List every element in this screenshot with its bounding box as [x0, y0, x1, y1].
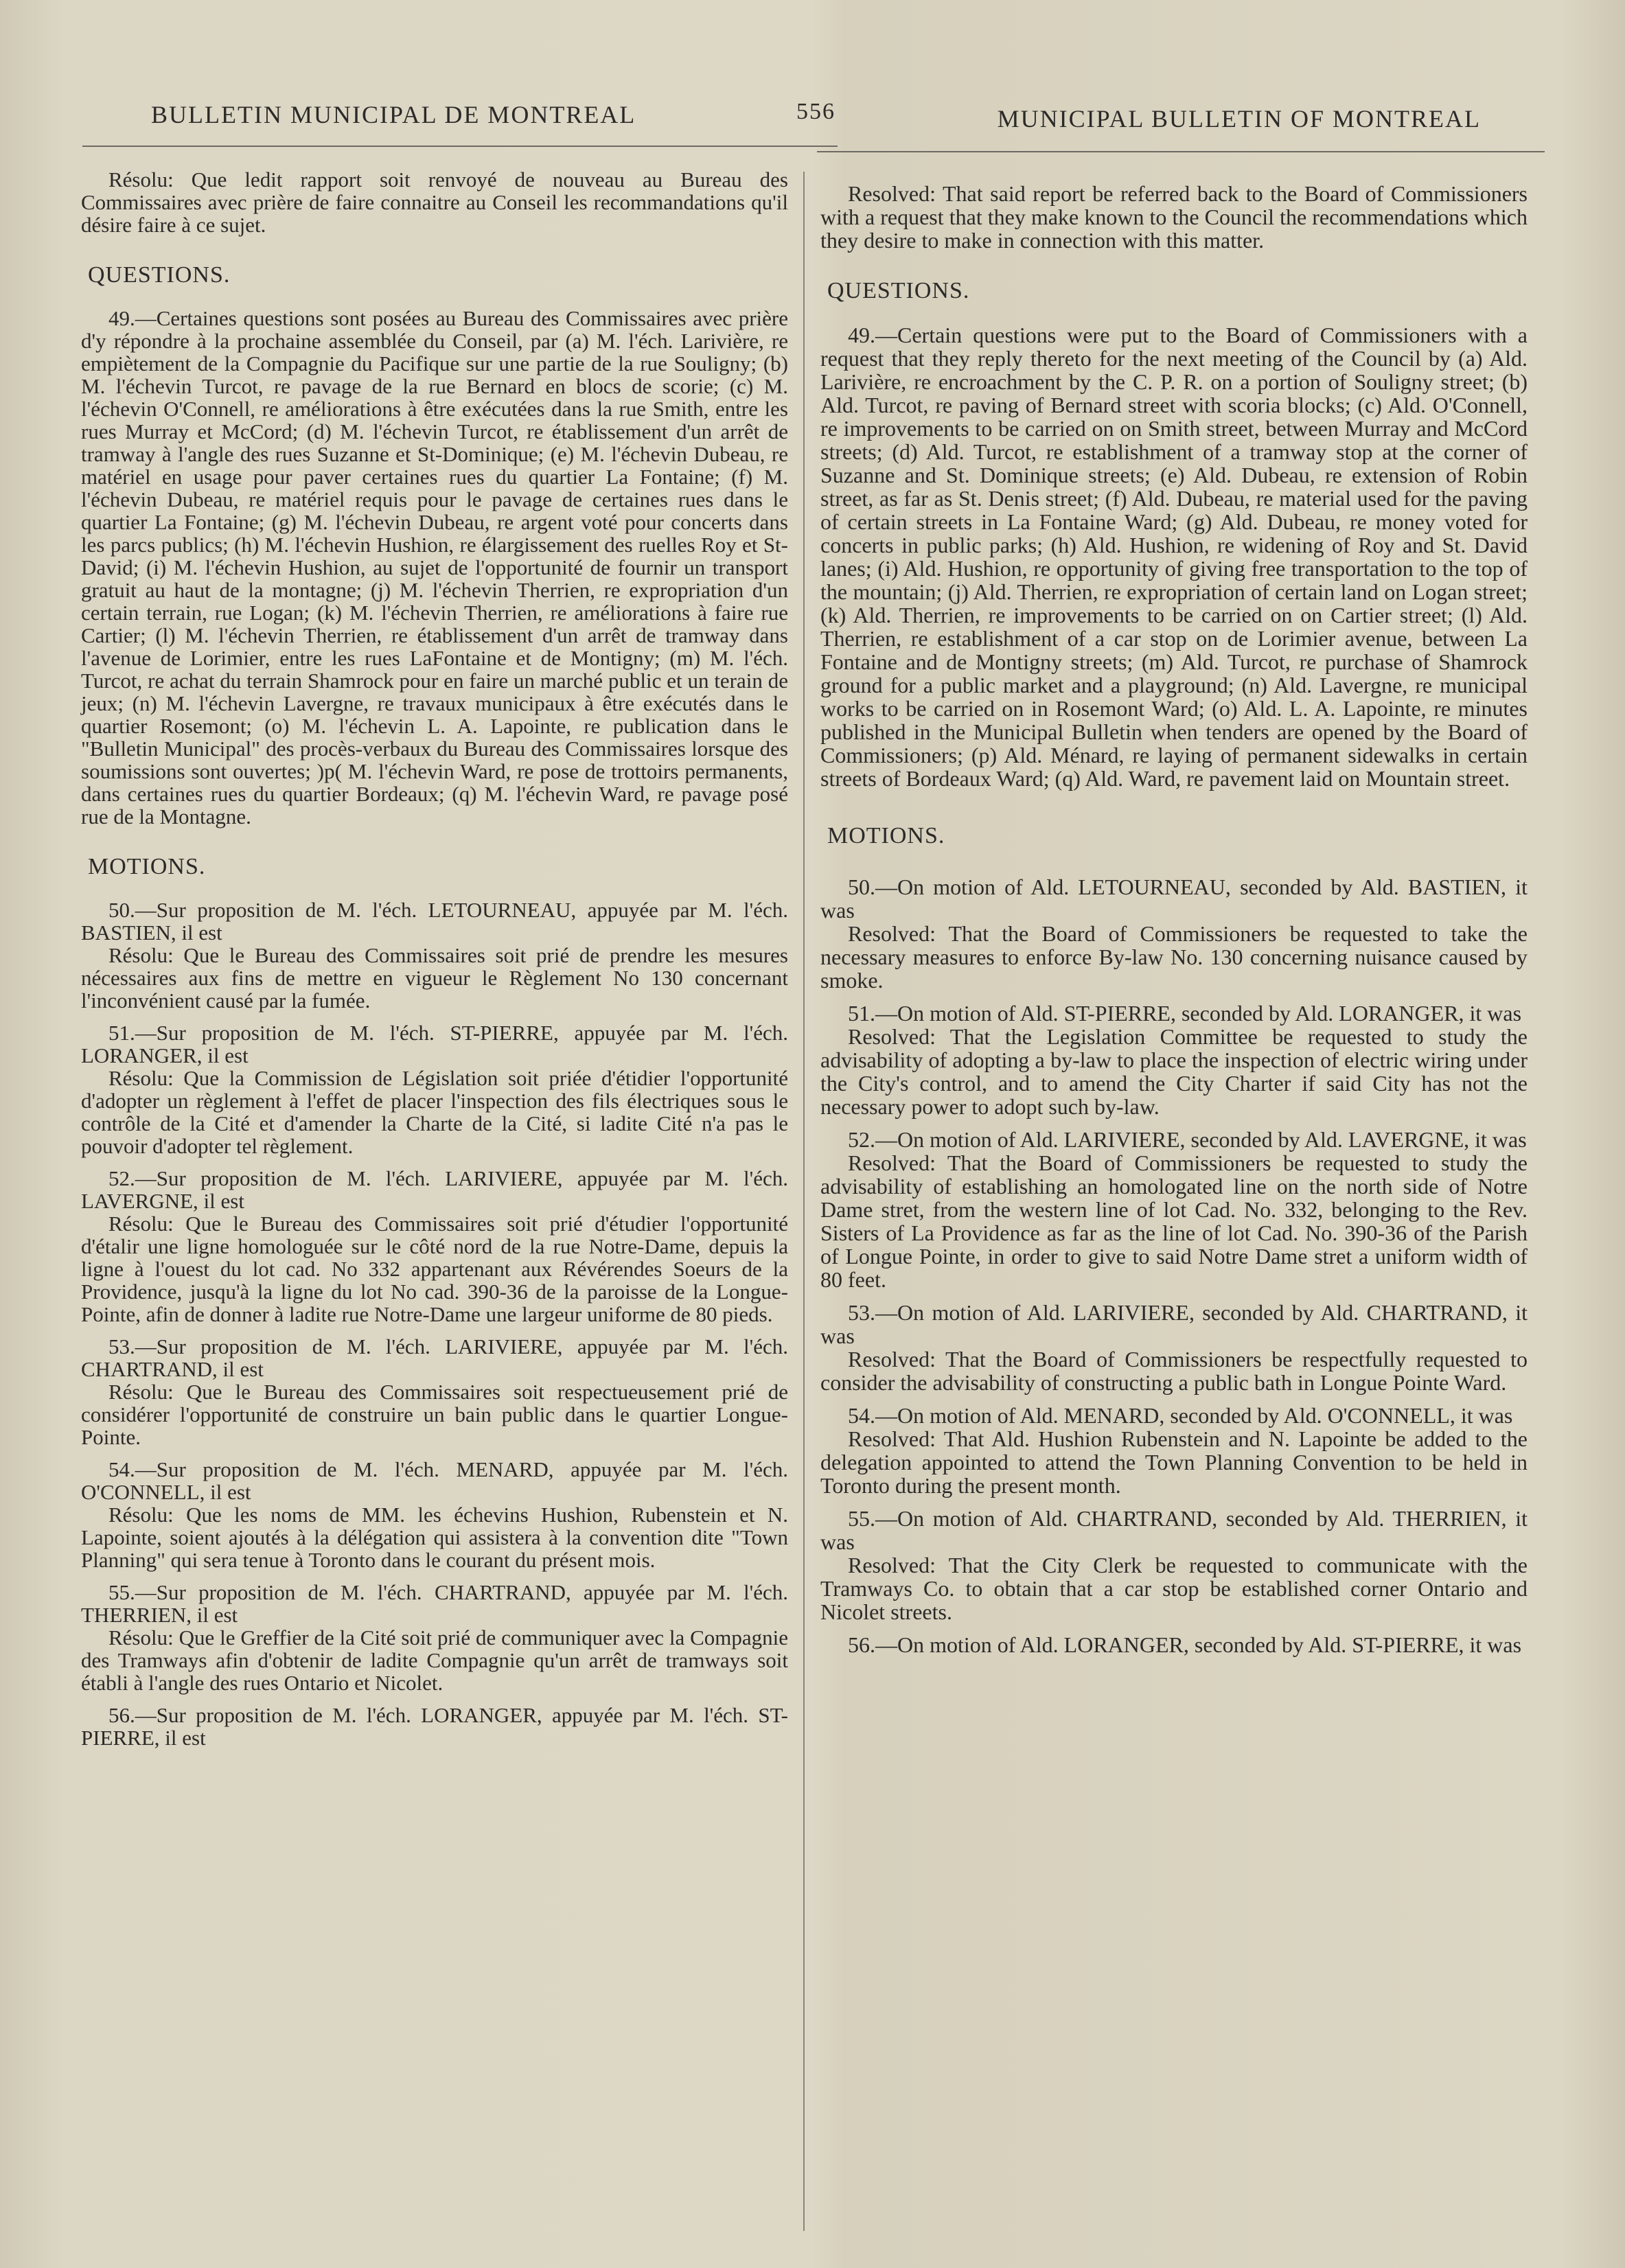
fr-motion-head: 52.—Sur proposition de M. l'éch. LARIVIERE, appuyée par M. l'éch. LAVERGNE, il est — [81, 1166, 788, 1213]
fr-motion — [81, 1704, 788, 1749]
fr-motion — [81, 1167, 788, 1326]
fr-motion-resolution: Résolu: Que les noms de MM. les échevins Hushion, Rubenstein et N. Lapointe, soient ajoutés à la délégation qui assistera à la convention dite "Town Planning" qui sera tenue à Toronto dans le courant du présent mois. — [81, 1503, 788, 1572]
en-motion-head: 54.—On motion of Ald. MENARD, seconded by Ald. O'CONNELL, it was — [848, 1403, 1513, 1428]
fr-motions-heading: MOTIONS. — [88, 854, 206, 879]
en-motion-resolution: Resolved: That the City Clerk be requested to communicate with the Tramways Co. to obtain that a car stop be established corner Ontario and Nicolet streets. — [820, 1553, 1528, 1624]
en-motion — [820, 875, 1528, 992]
en-motion-head: 52.—On motion of Ald. LARIVIERE, seconded by Ald. LAVERGNE, it was — [848, 1127, 1527, 1152]
en-motion-head: 50.—On motion of Ald. LETOURNEAU, seconded by Ald. BASTIEN, it was — [820, 875, 1528, 923]
en-motion-head: 53.—On motion of Ald. LARIVIERE, seconded by Ald. CHARTRAND, it was — [820, 1300, 1528, 1348]
en-motion-head: 51.—On motion of Ald. ST-PIERRE, seconded by Ald. LORANGER, it was — [848, 1001, 1522, 1026]
fr-motion-head: 54.—Sur proposition de M. l'éch. MENARD, appuyée par M. l'éch. O'CONNELL, il est — [81, 1457, 788, 1504]
en-questions-text: 49.—Certain questions were put to the Board of Commissioners with a request that they reply thereto for the next meeting of the Council by (a) Ald. Larivière, re encroachment by the C. P. R. on a portion of Souligny street; (b) Ald. Turcot, re paving of Bernard street with scoria blocks; (c) Ald. O'Connell, re improvements to be carried on on Smith street, between Murray and McCord streets; (d) Ald. Turcot, re establishment of a tramway stop at the corner of Suzanne and St. Dominique streets; (e) Ald. Dubeau, re extension of Robin street, as far as St. Denis street; (f) Ald. Dubeau, re material used for the paving of certain streets in La Fontaine Ward; (g) Ald. Dubeau, re money voted for concerts in public parks; (h) Ald. Hushion, re widening of Roy and St. David lanes; (i) Ald. Hushion, re opportunity of giving free transportation to the top of the mountain; (j) Ald. Therrien, re expropriation of certain land on Logan street; (k) Ald. Therrien, re improvements to be carried on on Cartier street; (l) Ald. Therrien, re establishment of a car stop on de Lorimier avenue, between La Fontaine and de Montigny streets; (m) Ald. Turcot, re purchase of Shamrock ground for a public market and a playground; (n) Ald. Lavergne, re municipal works to be carried on in Rosemont Ward; (o) Ald. L. A. Lapointe, re minutes published in the Municipal Bulletin when tenders are opened by the Board of Commissioners; (p) Ald. Ménard, re laying of permanent sidewalks in certain streets of Bordeaux Ward; (q) Ald. Ward, re pavement laid on Mountain street. — [820, 323, 1528, 791]
en-questions-heading: QUESTIONS. — [827, 278, 970, 303]
page-number: 556 — [796, 99, 835, 124]
en-motion — [820, 1128, 1528, 1291]
header-right-title: MUNICIPAL BULLETIN OF MONTREAL — [997, 105, 1481, 132]
en-motion-head: 56.—On motion of Ald. LORANGER, seconded by Ald. ST-PIERRE, it was — [848, 1632, 1522, 1657]
header-left-title: BULLETIN MUNICIPAL DE MONTREAL — [151, 101, 636, 128]
en-motion-resolution: Resolved: That the Board of Commissioners be respectfully requested to consider the advisability of constructing a public bath in Longue Pointe Ward. — [820, 1347, 1528, 1395]
fr-motion-resolution: Résolu: Que le Bureau des Commissaires soit respectueusement prié de considérer l'opportunité de construire un bain public dans le quartier Longue-Pointe. — [81, 1380, 788, 1449]
en-motion — [820, 1002, 1528, 1118]
fr-motion-resolution: Résolu: Que le Greffier de la Cité soit prié de communiquer avec la Compagnie des Tramways afin d'obtenir de ladite Compagnie qu'un arrêt de tramways soit établi à l'angle des rues Ontario et Nicolet. — [81, 1625, 788, 1695]
fr-motion — [81, 899, 788, 1012]
en-motion-resolution: Resolved: That the Board of Commissioners be requested to study the advisability of establishing an homologated line on the north side of Notre Dame stret, from the western line of lot Cad. No. 332, belonging to the Rev. Sisters of La Providence as far as the line of lot Cad. No. 390-36 of the Parish of Longue Pointe, in order to give to said Notre Dame stret a uniform width of 80 feet. — [820, 1150, 1528, 1292]
fr-motion-resolution: Résolu: Que le Bureau des Commissaires soit prié de prendre les mesures nécessaires aux fins de mettre en vigueur le Règlement No 130 concernant l'inconvénient causé par la fumée. — [81, 943, 788, 1012]
en-motion-resolution: Resolved: That the Legislation Committee be requested to study the advisability of adopting a by-law to place the inspection of electric wiring under the City's control, and to amend the City Charter if said City has not the necessary power to adopt such by-law. — [820, 1024, 1528, 1119]
header-rule-right — [817, 151, 1545, 152]
en-motion-resolution: Resolved: That the Board of Commissioners be requested to take the necessary measures to enforce By-law No. 130 concerning nuisance caused by smoke. — [820, 921, 1528, 993]
fr-motion-head: 56.—Sur proposition de M. l'éch. LORANGER, appuyée par M. l'éch. ST-PIERRE, il est — [81, 1703, 788, 1750]
fr-motion-head: 53.—Sur proposition de M. l'éch. LARIVIERE, appuyée par M. l'éch. CHARTRAND, il est — [81, 1334, 788, 1381]
fr-intro: Résolu: Que ledit rapport soit renvoyé de nouveau au Bureau des Commissaires avec prière de faire connaitre au Conseil les recommandations qu'il désire faire à ce sujet. — [81, 167, 788, 237]
english-column — [820, 182, 1528, 1656]
en-motions-heading: MOTIONS. — [827, 823, 945, 848]
en-motion — [820, 1507, 1528, 1623]
fr-motion-resolution: Résolu: Que le Bureau des Commissaires soit prié d'étudier l'opportunité d'étalir une ligne homologuée sur le côté nord de la rue Notre-Dame, depuis la ligne à l'ouest du lot cad. No 332 appartenant aux Révérendes Soeurs de la Providence, jusqu'à la ligne du lot No cad. 390-36 de la paroisse de la Longue-Pointe, afin de donner à ladite rue Notre-Dame une largeur uniforme de 80 pieds. — [81, 1212, 788, 1326]
header-rule-left — [82, 146, 838, 147]
fr-questions-heading: QUESTIONS. — [88, 262, 231, 288]
french-column — [81, 168, 788, 1749]
fr-motion — [81, 1021, 788, 1157]
fr-motion-head: 55.—Sur proposition de M. l'éch. CHARTRAND, appuyée par M. l'éch. THERRIEN, il est — [81, 1580, 788, 1627]
fr-motion-resolution: Résolu: Que la Commission de Législation soit priée d'étidier l'opportunité d'adopter un règlement à l'effet de placer l'inspection des fils électriques sous le contrôle de la Cité et d'amender la Charte de la Cité, si ladite Cité n'a pas le pouvoir d'adopter tel règlement. — [81, 1066, 788, 1158]
en-motion — [820, 1404, 1528, 1497]
en-intro: Resolved: That said report be referred back to the Board of Commissioners with a request that they make known to the Council the recommendations which they desire to make in connection with this matter. — [820, 181, 1528, 253]
page-header — [144, 96, 1481, 137]
fr-motion — [81, 1581, 788, 1694]
fr-questions-text: 49.—Certaines questions sont posées au Bureau des Commissaires avec prière d'y répondre à la prochaine assemblée du Conseil, par (a) M. l'éch. Larivière, re empiètement de la Compagnie du Pacifique sur une partie de la rue Souligny; (b) M. l'échevin Turcot, re pavage de la rue Bernard en blocs de scorie; (c) M. l'échevin O'Connell, re améliorations à être exécutées dans la rue Smith, entre les rues Murray et McCord; (d) M. l'échevin Turcot, re établissement d'un arrêt de tramway à l'angle des rues Suzanne et St-Dominique; (e) M. l'échevin Dubeau, re matériel en usage pour paver certaines rues du quartier La Fontaine; (f) M. l'échevin Dubeau, re matériel requis pour le pavage de certaines rues dans le quartier La Fontaine; (g) M. l'échevin Dubeau, re argent voté pour concerts dans les parcs publics; (h) M. l'échevin Hushion, re élargissement des ruelles Roy et St-David; (i) M. l'échevin Hushion, au sujet de l'opportunité de fournir un transport gratuit au haut de la montagne; (j) M. l'échevin Therrien, re expropriation d'un certain terrain, rue Logan; (k) M. l'échevin Therrien, re améliorations à faire rue Cartier; (l) M. l'échevin Therrien, re établissement d'un arrêt de tramway dans l'avenue de Lorimier, entre les rues LaFontaine et de Montigny; (m) M. l'éch. Turcot, re achat du terrain Shamrock pour en faire un marché public et un terain de jeux; (n) M. l'échevin Lavergne, re travaux municipaux à être exécutés dans le quartier Rosemont; (o) M. l'échevin L. A. Lapointe, re publication dans le "Bulletin Municipal" des procès-verbaux du Bureau des Commissaires lorsque des soumissions sont ouvertes; )p( M. l'échevin Ward, re pose de trottoirs permanents, dans certaines rues du quartier Bordeaux; (q) M. l'échevin Ward, re pavage posé rue de la Montagne. — [81, 306, 788, 829]
fr-motion — [81, 1458, 788, 1571]
column-divider — [803, 172, 805, 2231]
en-motion — [820, 1633, 1528, 1656]
fr-motion-head: 50.—Sur proposition de M. l'éch. LETOURNEAU, appuyée par M. l'éch. BASTIEN, il est — [81, 898, 788, 945]
en-motion — [820, 1301, 1528, 1394]
en-motion-head: 55.—On motion of Ald. CHARTRAND, seconded by Ald. THERRIEN, it was — [820, 1506, 1528, 1554]
fr-motion — [81, 1335, 788, 1448]
fr-motion-head: 51.—Sur proposition de M. l'éch. ST-PIERRE, appuyée par M. l'éch. LORANGER, il est — [81, 1021, 788, 1067]
en-motion-resolution: Resolved: That Ald. Hushion Rubenstein and N. Lapointe be added to the delegation appointed to attend the Town Planning Convention to be held in Toronto during the present month. — [820, 1426, 1528, 1498]
